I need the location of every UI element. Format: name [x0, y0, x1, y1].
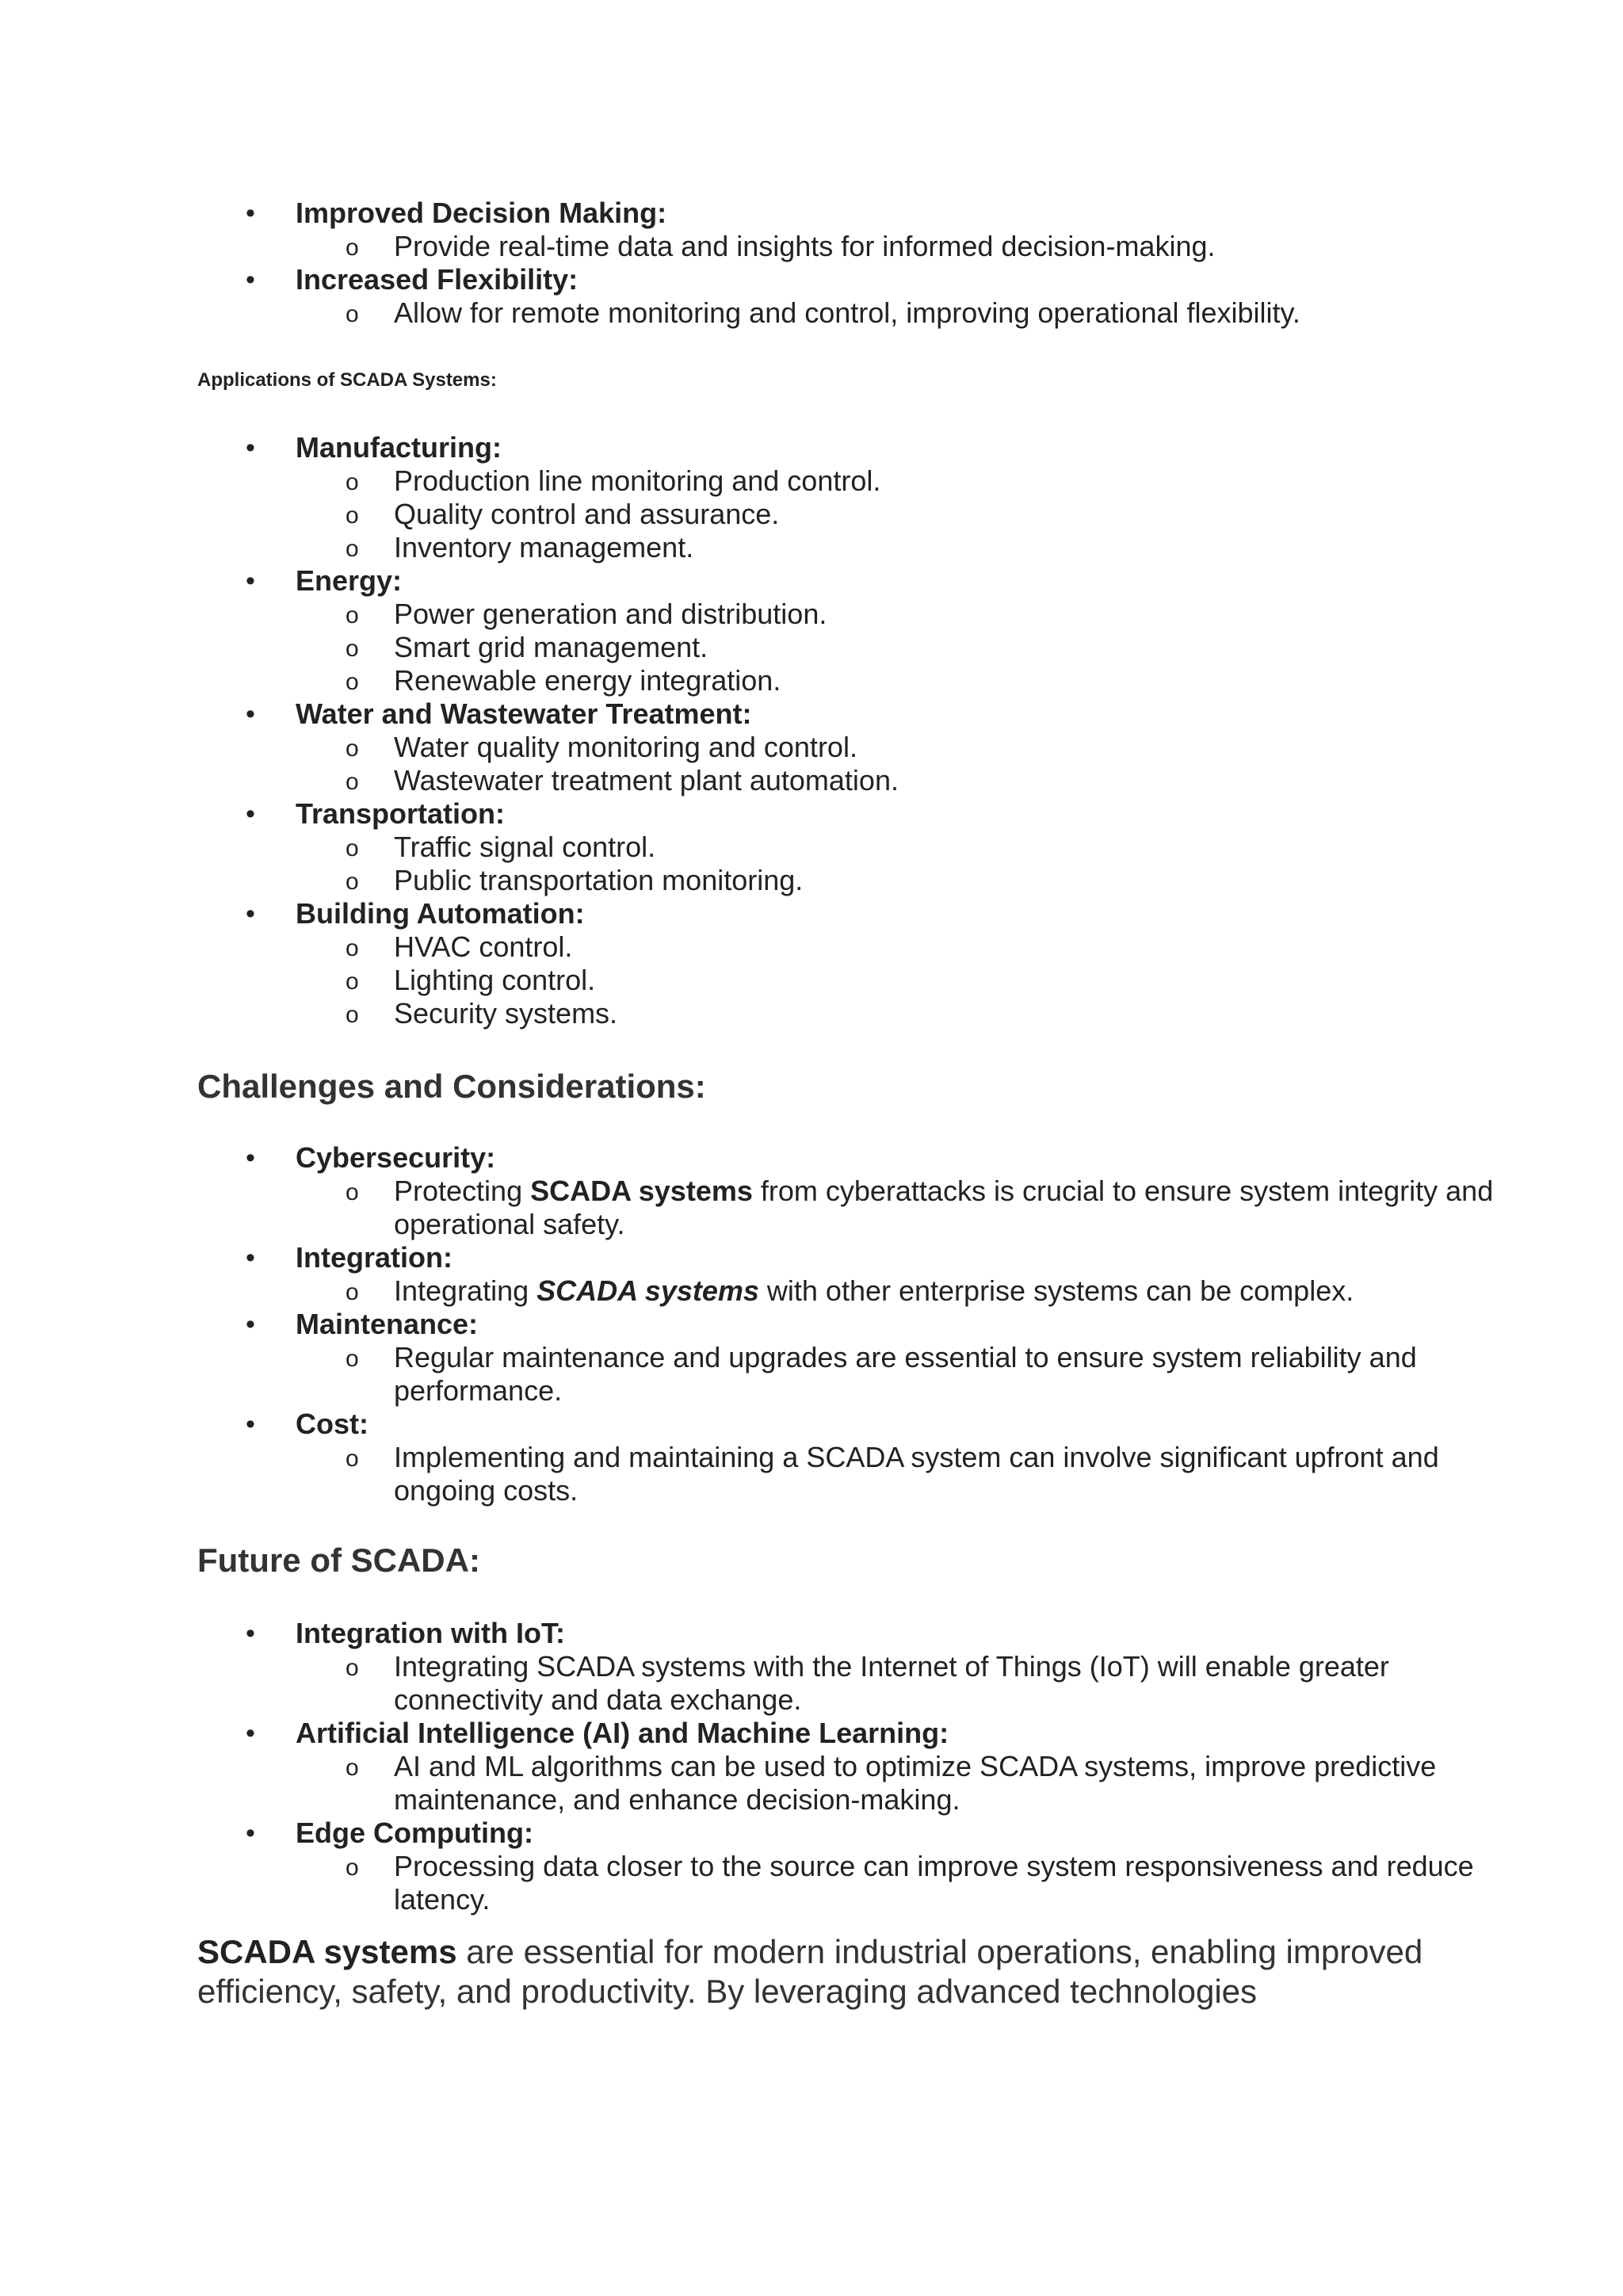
applications-heading: Applications of SCADA Systems: [197, 369, 497, 391]
emphasis-text: SCADA systems [537, 1274, 759, 1307]
list-item [0, 1408, 1623, 1507]
list-item [0, 1617, 1623, 1717]
list-item-label: • Integration: [0, 1241, 1623, 1274]
text-run: Protecting [394, 1175, 531, 1207]
list-item-label: • Manufacturing: [0, 431, 1623, 464]
sub-list-item: o Inventory management. [0, 531, 1623, 564]
list-item [0, 797, 1623, 897]
applications-list [0, 431, 1623, 1030]
sub-list-item: o Renewable energy integration. [0, 664, 1623, 697]
sub-list-item: o Implementing and maintaining a SCADA system can involve significant upfront and ongoing costs. [0, 1441, 1623, 1507]
list-item-label: • Integration with IoT: [0, 1617, 1623, 1650]
sub-list-item: o AI and ML algorithms can be used to optimize SCADA systems, improve predictive maintenance, and enhance decision-making. [0, 1750, 1623, 1817]
list-item-label: • Improved Decision Making: [0, 197, 1623, 230]
list-item [0, 897, 1623, 1030]
sub-list-item: o Processing data closer to the source can improve system responsiveness and reduce latency. [0, 1850, 1623, 1916]
list-item-label: • Increased Flexibility: [0, 263, 1623, 296]
text-run: from cyberattacks is crucial to ensure system integrity and operational safety. [394, 1175, 1494, 1240]
sub-list-item: o Provide real-time data and insights for informed decision-making. [0, 230, 1623, 263]
sub-list-item: o Water quality monitoring and control. [0, 731, 1623, 764]
emphasis-text: SCADA systems [530, 1175, 753, 1207]
text-run: Integrating [394, 1274, 537, 1307]
list-item-label: • Cost: [0, 1408, 1623, 1441]
sub-list-item: o Production line monitoring and control. [0, 464, 1623, 498]
list-item-label: • Maintenance: [0, 1308, 1623, 1341]
sub-list-item [0, 1274, 1623, 1308]
sub-list-item: o Smart grid management. [0, 631, 1623, 664]
list-item-label: • Water and Wastewater Treatment: [0, 697, 1623, 731]
future-heading [197, 1541, 480, 1580]
list-item [0, 197, 1623, 263]
sub-list-item: o Quality control and assurance. [0, 498, 1623, 531]
challenges-heading: Challenges and Considerations: [197, 1068, 706, 1105]
list-item [0, 1717, 1623, 1817]
closing-bold-text: SCADA systems [197, 1933, 457, 1970]
list-item-label: • Energy: [0, 564, 1623, 598]
benefits-list [0, 197, 1623, 330]
list-item-label: • Cybersecurity: [0, 1141, 1623, 1175]
list-item [0, 1308, 1623, 1408]
list-item [0, 1241, 1623, 1308]
sub-list-item: o Regular maintenance and upgrades are essential to ensure system reliability and performance. [0, 1341, 1623, 1408]
sub-list-item: o Allow for remote monitoring and control, improving operational flexibility. [0, 296, 1623, 330]
list-item [0, 431, 1623, 564]
sub-list-item: o HVAC control. [0, 930, 1623, 964]
list-item [0, 1141, 1623, 1241]
list-item [0, 1817, 1623, 1916]
future-heading-text: Future of SCADA: [197, 1541, 480, 1579]
list-item-label: • Artificial Intelligence (AI) and Machine Learning: [0, 1717, 1623, 1750]
sub-list-item: o Power generation and distribution. [0, 598, 1623, 631]
sub-list-item: o Public transportation monitoring. [0, 864, 1623, 897]
sub-list-item [0, 1175, 1623, 1241]
list-item [0, 263, 1623, 330]
text-run: with other enterprise systems can be complex. [758, 1274, 1354, 1307]
sub-list-item: o Wastewater treatment plant automation. [0, 764, 1623, 797]
future-list [0, 1617, 1623, 1916]
closing-text: are essential for modern industrial operations, enabling improved efficiency, safety, and productivity. By leveraging advanced technologies [197, 1933, 1423, 2010]
closing-paragraph [197, 1932, 1434, 2011]
sub-list-item: o Integrating SCADA systems with the Internet of Things (IoT) will enable greater connectivity and data exchange. [0, 1650, 1623, 1717]
list-item [0, 697, 1623, 797]
sub-list-item: o Traffic signal control. [0, 831, 1623, 864]
list-item-label: • Transportation: [0, 797, 1623, 831]
list-item-label: • Building Automation: [0, 897, 1623, 930]
list-item-label: • Edge Computing: [0, 1817, 1623, 1850]
sub-list-item: o Lighting control. [0, 964, 1623, 997]
sub-list-item: o Security systems. [0, 997, 1623, 1030]
challenges-list [0, 1141, 1623, 1507]
list-item [0, 564, 1623, 697]
